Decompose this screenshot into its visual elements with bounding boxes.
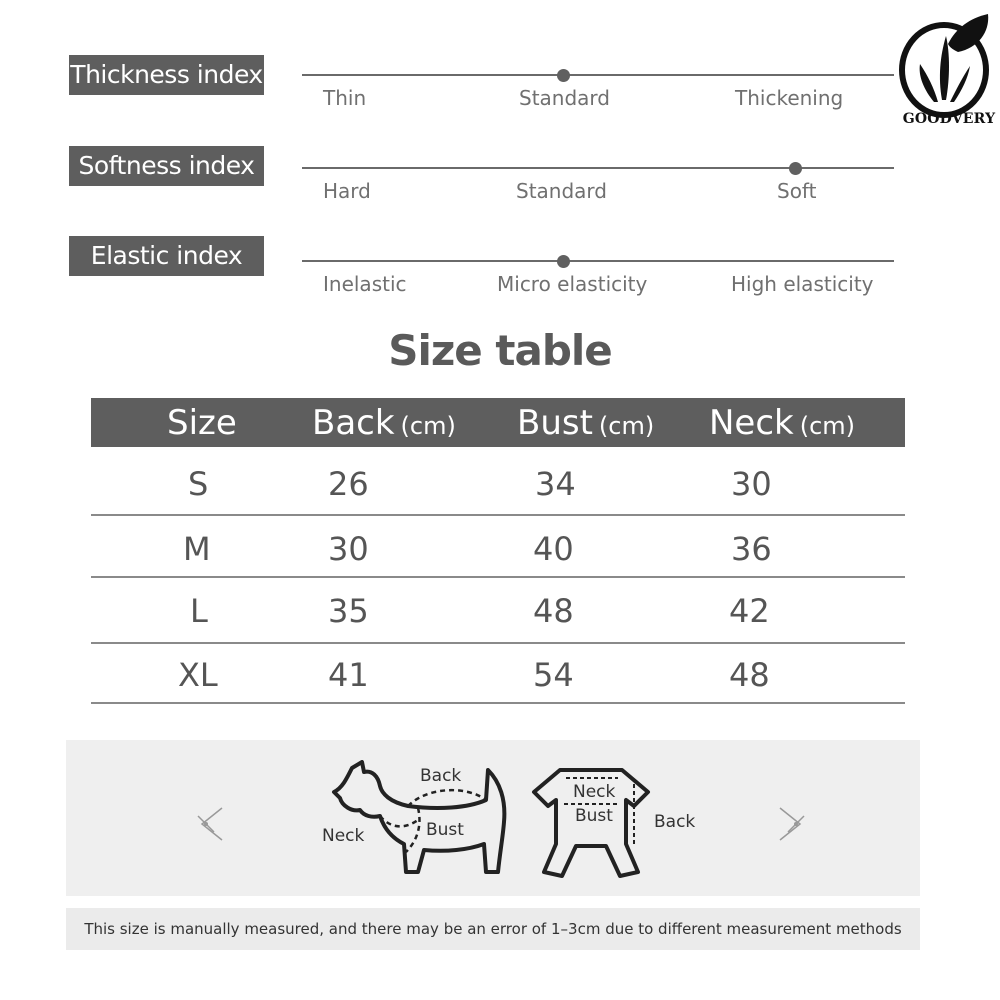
measurement-diagram [66, 740, 920, 896]
index-option: Thin [323, 86, 367, 110]
cell-neck: 30 [731, 465, 772, 503]
header-bust: Bust (cm) [517, 403, 655, 443]
cell-neck: 42 [729, 592, 770, 630]
garment-bust-label: Bust [575, 806, 613, 826]
index-option: Inelastic [323, 272, 407, 296]
row-divider [91, 514, 905, 516]
cell-back: 26 [328, 465, 369, 503]
cell-neck: 36 [731, 530, 772, 568]
index-label: Softness index [69, 146, 264, 186]
garment-back-label: Back [654, 812, 696, 832]
row-divider [91, 642, 905, 644]
cell-size: L [190, 592, 208, 630]
header-back: Back (cm) [312, 403, 456, 443]
header-neck: Neck (cm) [709, 403, 856, 443]
cell-back: 30 [328, 530, 369, 568]
cell-bust: 54 [533, 656, 574, 694]
dog-back-label: Back [420, 766, 462, 786]
garment-neck-label: Neck [573, 782, 616, 802]
cell-bust: 40 [533, 530, 574, 568]
index-option: Standard [516, 179, 607, 203]
cell-back: 41 [328, 656, 369, 694]
cell-size: M [183, 530, 211, 568]
row-divider [91, 702, 905, 704]
cell-back: 35 [328, 592, 369, 630]
index-option: Standard [519, 86, 610, 110]
cell-size: S [188, 465, 209, 503]
row-divider [91, 576, 905, 578]
index-option: High elasticity [731, 272, 874, 296]
measurement-note: This size is manually measured, and there may be an error of 1–3cm due to different measurement methods [66, 908, 920, 950]
index-track [302, 167, 894, 169]
index-marker [557, 255, 570, 268]
brand-name: GOODVERY [902, 111, 996, 127]
index-marker [557, 69, 570, 82]
index-option: Micro elasticity [497, 272, 648, 296]
index-label: Thickness index [69, 55, 264, 95]
table-header [91, 398, 905, 447]
index-track [302, 74, 894, 76]
cell-size: XL [178, 656, 218, 694]
index-track [302, 260, 894, 262]
index-label: Elastic index [69, 236, 264, 276]
cell-bust: 34 [535, 465, 576, 503]
arrow-right-icon [776, 806, 806, 842]
arrow-left-icon [196, 806, 226, 842]
page-title: Size table [388, 326, 612, 375]
dog-bust-label: Bust [426, 820, 464, 840]
cell-neck: 48 [729, 656, 770, 694]
index-marker [789, 162, 802, 175]
index-option: Thickening [735, 86, 844, 110]
dog-neck-label: Neck [322, 826, 365, 846]
cell-bust: 48 [533, 592, 574, 630]
index-option: Hard [323, 179, 371, 203]
header-size: Size [167, 403, 237, 443]
index-option: Soft [777, 179, 817, 203]
